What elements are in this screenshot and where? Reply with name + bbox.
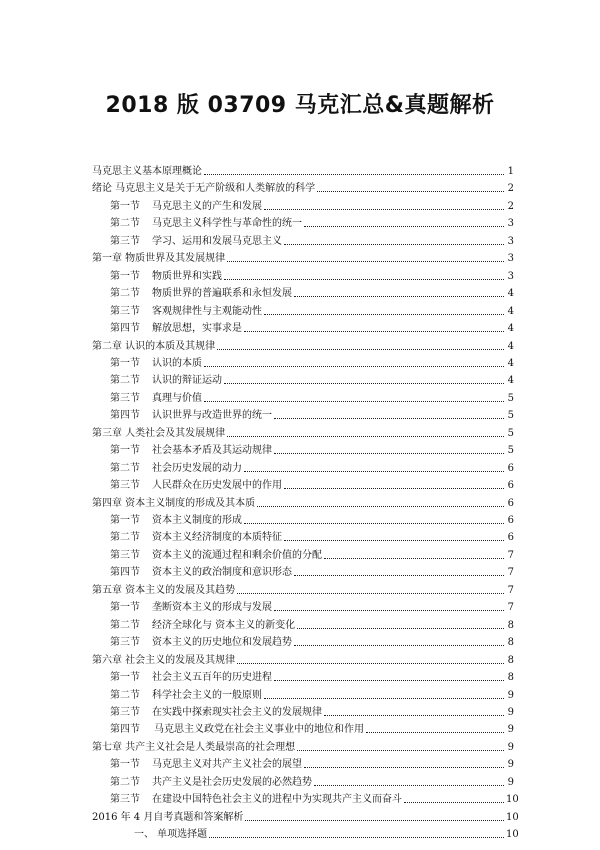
toc-section-entry[interactable] — [110, 702, 514, 719]
toc-section-entry[interactable] — [110, 510, 514, 527]
toc-chapter-entry[interactable] — [92, 580, 514, 597]
toc-section-title: 科学社会主义的一般原则 — [152, 689, 262, 701]
toc-page-number: 10 — [506, 794, 519, 806]
toc-dot-leader — [264, 208, 504, 210]
toc-page-number: 9 — [507, 741, 514, 753]
toc-entry-label: 第四章 资本主义制度的形成及其本质 — [92, 497, 256, 509]
toc-dot-leader — [324, 714, 504, 716]
toc-dot-leader — [284, 487, 504, 489]
toc-section-title: 客观规律性与主观能动性 — [152, 305, 262, 317]
toc-dot-leader — [324, 557, 504, 559]
toc-page-number: 6 — [507, 480, 514, 492]
toc-entry-label — [110, 637, 292, 649]
toc-entry-label — [110, 375, 222, 387]
toc-page-number: 9 — [507, 776, 514, 788]
toc-chapter-entry[interactable] — [92, 493, 514, 510]
toc-dot-leader — [237, 662, 504, 664]
toc-page-number: 4 — [507, 357, 514, 369]
document-title: 2018 版 03709 马克汇总&真题解析 — [105, 93, 495, 118]
toc-dot-leader — [304, 225, 504, 227]
toc-dot-leader — [264, 313, 504, 315]
toc-section-title: 资本主义的政治制度和意识形态 — [152, 567, 292, 579]
toc-section-number: 第三节 — [110, 480, 140, 492]
toc-section-number: 第三节 — [110, 392, 140, 404]
toc-section-number: 第一节 — [110, 445, 140, 457]
toc-section-title: 人民群众在历史发展中的作用 — [152, 480, 282, 492]
toc-dot-leader — [209, 836, 504, 838]
toc-section-number: 第一节 — [110, 200, 140, 212]
toc-entry-label: 第七章 共产主义社会是人类最崇高的社会理想 — [92, 741, 296, 753]
toc-dot-leader — [274, 679, 504, 681]
toc-entry-label: 2016 年 4 月自考真题和答案解析 — [92, 811, 244, 823]
toc-section-entry[interactable] — [110, 475, 514, 492]
toc-entry-label: 第一章 物质世界及其发展规律 — [92, 253, 226, 265]
toc-entry-label: 绪论 马克思主义是关于无产阶级和人类解放的科学 — [92, 183, 316, 195]
toc-section-title: 垄断资本主义的形成与发展 — [152, 602, 272, 614]
toc-page-number: 3 — [507, 253, 514, 265]
toc-page-number: 2 — [507, 183, 514, 195]
toc-section-number: 第二节 — [110, 218, 140, 230]
toc-section-entry[interactable] — [110, 388, 514, 405]
toc-page-number: 6 — [507, 462, 514, 474]
toc-section-entry[interactable] — [110, 615, 514, 632]
toc-entry-label — [110, 393, 202, 405]
toc-page-number: 10 — [506, 829, 519, 841]
toc-entry-label — [110, 480, 282, 492]
toc-section-title: 认识世界与改造世界的统一 — [152, 410, 272, 422]
toc-page-number: 6 — [507, 497, 514, 509]
toc-page-number: 7 — [507, 549, 514, 561]
toc-section-number: 第三节 — [110, 549, 140, 561]
toc-entry-label — [110, 794, 402, 806]
toc-section-entry[interactable] — [110, 440, 514, 457]
toc-section-entry[interactable] — [110, 527, 514, 544]
toc-section-title: 认识的本质 — [152, 357, 202, 369]
toc-chapter-entry[interactable] — [92, 248, 514, 265]
toc-dot-leader — [217, 348, 504, 350]
toc-dot-leader — [366, 731, 504, 733]
toc-page-number: 4 — [507, 305, 514, 317]
toc-section-entry[interactable] — [110, 789, 519, 806]
toc-section-number: 第三节 — [110, 637, 140, 649]
toc-page-number: 6 — [507, 515, 514, 526]
toc-entry-label — [110, 236, 282, 248]
toc-section-title: 学习、运用和发展马克思主义 — [152, 235, 282, 247]
toc-dot-leader — [314, 784, 504, 786]
toc-section-number: 第一节 — [110, 759, 140, 771]
toc-chapter-entry[interactable] — [92, 423, 514, 440]
toc-section-number: 第四节 — [110, 724, 140, 736]
toc-dot-leader — [227, 260, 504, 262]
toc-entry-label: 第二章 认识的本质及其规律 — [92, 340, 216, 352]
toc-page-number: 6 — [507, 532, 514, 544]
toc-section-title: 社会主义五百年的历史进程 — [152, 672, 272, 684]
toc-dot-leader — [204, 400, 504, 402]
toc-dot-leader — [237, 592, 504, 594]
toc-section-number: 第二节 — [110, 288, 140, 300]
toc-dot-leader — [274, 609, 504, 611]
toc-section-title: 在建设中国特色社会主义的进程中为实现共产主义而奋斗 — [152, 794, 402, 806]
toc-chapter-entry[interactable] — [92, 161, 514, 178]
toc-section-entry[interactable] — [110, 405, 514, 422]
toc-page-number: 4 — [507, 375, 514, 387]
toc-dot-leader — [245, 819, 504, 821]
toc-section-number: 第二节 — [110, 375, 140, 387]
toc-entry-label — [110, 567, 292, 579]
toc-entry-label — [110, 410, 272, 422]
toc-dot-leader — [294, 644, 504, 646]
toc-section-entry[interactable] — [110, 545, 514, 562]
toc-section-title: 马克思主义科学性与革命性的统一 — [152, 218, 302, 230]
toc-section-number: 第二节 — [110, 619, 140, 631]
toc-page-number: 8 — [507, 672, 514, 684]
toc-dot-leader — [264, 697, 504, 699]
toc-entry-label — [110, 777, 312, 789]
toc-dot-leader — [294, 574, 504, 576]
toc-entry-label: 马克思主义基本原理概论 — [92, 166, 202, 177]
toc-entry-label — [110, 218, 302, 230]
toc-page-number: 7 — [507, 567, 514, 579]
toc-dot-leader — [244, 330, 504, 332]
toc-section-title: 解放思想，实事求是 — [152, 323, 242, 335]
toc-section-number: 第四节 — [110, 323, 140, 335]
toc-entry-label: 第三章 人类社会及其发展规律 — [92, 427, 226, 439]
toc-section-title: 社会历史发展的动力 — [152, 462, 242, 474]
toc-page-number: 9 — [507, 689, 514, 701]
toc-page-number: 5 — [507, 410, 514, 422]
toc-section-title: 物质世界的普遍联系和永恒发展 — [152, 288, 292, 300]
toc-section-title: 经济全球化与 资本主义的新变化 — [152, 619, 296, 631]
toc-section-entry[interactable] — [110, 196, 514, 213]
toc-page-number: 7 — [507, 584, 514, 596]
toc-section-title: 物质世界和实践 — [152, 270, 222, 282]
toc-page-number: 9 — [507, 759, 514, 771]
toc-dot-leader — [297, 627, 504, 629]
toc-section-title: 认识的辩证运动 — [152, 375, 222, 387]
toc-section-entry[interactable] — [110, 562, 514, 579]
toc-chapter-entry[interactable] — [92, 807, 519, 824]
toc-page-number: 5 — [507, 445, 514, 457]
toc-section-entry[interactable] — [110, 231, 514, 248]
toc-entry-label: 第五章 资本主义的发展及其趋势 — [92, 584, 236, 596]
toc-dot-leader — [284, 539, 504, 541]
toc-entry-label — [110, 201, 262, 213]
toc-section-entry[interactable] — [110, 301, 514, 318]
toc-page-number: 5 — [507, 392, 514, 404]
toc-page-number: 9 — [507, 724, 514, 736]
toc-entry-label — [110, 515, 242, 527]
toc-page-number: 4 — [507, 340, 514, 352]
toc-dot-leader — [284, 243, 504, 245]
toc-dot-leader — [294, 295, 504, 297]
toc-page-number: 7 — [507, 602, 514, 614]
toc-section-entry[interactable] — [110, 318, 514, 335]
toc-dot-leader — [257, 505, 504, 507]
toc-page-number: 4 — [507, 323, 514, 335]
toc-section-entry[interactable] — [110, 370, 514, 387]
toc-page-number: 5 — [507, 427, 514, 439]
toc-section-title: 社会基本矛盾及其运动规律 — [152, 445, 272, 457]
toc-section-entry[interactable] — [110, 667, 514, 684]
toc-page-number: 1 — [507, 166, 514, 177]
toc-entry-label — [110, 550, 322, 562]
toc-section-title: 资本主义的历史地位和发展趋势 — [152, 637, 292, 649]
toc-dot-leader — [274, 452, 504, 454]
toc-section-number: 第三节 — [110, 305, 140, 317]
toc-section-number: 第一节 — [110, 357, 140, 369]
toc-chapter-entry[interactable] — [92, 650, 514, 667]
toc-entry-label — [110, 707, 322, 719]
toc-entry-label — [110, 358, 202, 370]
toc-section-number: 第四节 — [110, 410, 140, 422]
toc-entry-label — [110, 759, 302, 771]
toc-section-number: 第一节 — [110, 270, 140, 282]
toc-section-entry[interactable] — [110, 597, 514, 614]
toc-page-number: 3 — [507, 218, 514, 230]
toc-chapter-entry[interactable] — [92, 737, 514, 754]
toc-entry-label — [110, 445, 272, 457]
toc-page-number: 8 — [507, 654, 514, 666]
toc-page-number: 8 — [507, 637, 514, 649]
toc-section-number: 第二节 — [110, 532, 140, 544]
toc-dot-leader — [204, 173, 504, 175]
toc-entry-label — [110, 323, 242, 335]
toc-section-title: 真理与价值 — [152, 392, 202, 404]
toc-entry-label — [110, 724, 364, 736]
toc-section-number: 第二节 — [110, 776, 140, 788]
toc-entry-label — [110, 672, 272, 684]
toc-section-title: 共产主义是社会历史发展的必然趋势 — [152, 776, 312, 788]
toc-entry-label — [110, 288, 292, 300]
toc-subsection-entry[interactable] — [134, 824, 519, 841]
toc-page-number: 3 — [507, 235, 514, 247]
toc-section-number: 第二节 — [110, 462, 140, 474]
toc-section-entry[interactable] — [110, 685, 514, 702]
toc-dot-leader — [227, 435, 504, 437]
toc-chapter-entry[interactable] — [92, 178, 514, 195]
toc-section-number: 第二节 — [110, 689, 140, 701]
toc-page-number: 3 — [507, 270, 514, 282]
toc-section-number: 第三节 — [110, 706, 140, 718]
toc-dot-leader — [224, 382, 504, 384]
toc-entry-label: 一、 单项选择题 — [134, 829, 208, 841]
toc-section-entry[interactable] — [110, 719, 514, 736]
toc-section-title: 马克思主义政党在社会主义事业中的地位和作用 — [154, 724, 364, 736]
toc-entry-label — [110, 306, 262, 318]
toc-dot-leader — [274, 417, 504, 419]
toc-section-title: 马克思主义对共产主义社会的展望 — [152, 759, 302, 771]
toc-section-title: 资本主义制度的形成 — [152, 515, 242, 526]
toc-section-entry[interactable] — [110, 458, 514, 475]
toc-page-number: 10 — [506, 811, 519, 823]
toc-section-number: 第四节 — [110, 567, 140, 579]
toc-dot-leader — [304, 766, 504, 768]
toc-section-title: 马克思主义的产生和发展 — [152, 200, 262, 212]
toc-section-entry[interactable] — [110, 213, 514, 230]
toc-entry-label — [110, 271, 222, 283]
toc-section-entry[interactable] — [110, 266, 514, 283]
toc-section-title: 在实践中探索现实社会主义的发展规律 — [152, 706, 322, 718]
toc-section-number: 第一节 — [110, 602, 140, 614]
toc-section-entry[interactable] — [110, 632, 514, 649]
toc-section-number: 第一节 — [110, 672, 140, 684]
toc-section-title: 资本主义经济制度的本质特征 — [152, 532, 282, 544]
toc-page-number: 9 — [507, 706, 514, 718]
toc-section-number: 第三节 — [110, 794, 140, 806]
toc-section-title: 资本主义的流通过程和剩余价值的分配 — [152, 549, 322, 561]
toc-page-number: 2 — [507, 200, 514, 212]
toc-section-number: 第三节 — [110, 235, 140, 247]
toc-section-entry[interactable] — [110, 772, 514, 789]
toc-section-entry[interactable] — [110, 754, 514, 771]
toc-dot-leader — [224, 278, 504, 280]
toc-entry-label — [110, 690, 262, 702]
toc-page-number: 4 — [507, 288, 514, 300]
toc-section-number: 第一节 — [110, 515, 140, 526]
toc-dot-leader — [204, 365, 504, 367]
toc-dot-leader — [297, 749, 504, 751]
toc-dot-leader — [404, 801, 504, 803]
toc-entry-label — [110, 532, 282, 544]
toc-entry-label: 第六章 社会主义的发展及其规律 — [92, 654, 236, 666]
toc-dot-leader — [317, 190, 504, 192]
toc-dot-leader — [244, 522, 504, 524]
toc-section-entry[interactable] — [110, 353, 514, 370]
toc-chapter-entry[interactable] — [92, 336, 514, 353]
toc-entry-label — [110, 602, 272, 614]
toc-entry-label — [110, 463, 242, 475]
toc-entry-label — [110, 620, 295, 632]
toc-page-number: 8 — [507, 619, 514, 631]
toc-section-entry[interactable] — [110, 283, 514, 300]
toc-dot-leader — [244, 470, 504, 472]
